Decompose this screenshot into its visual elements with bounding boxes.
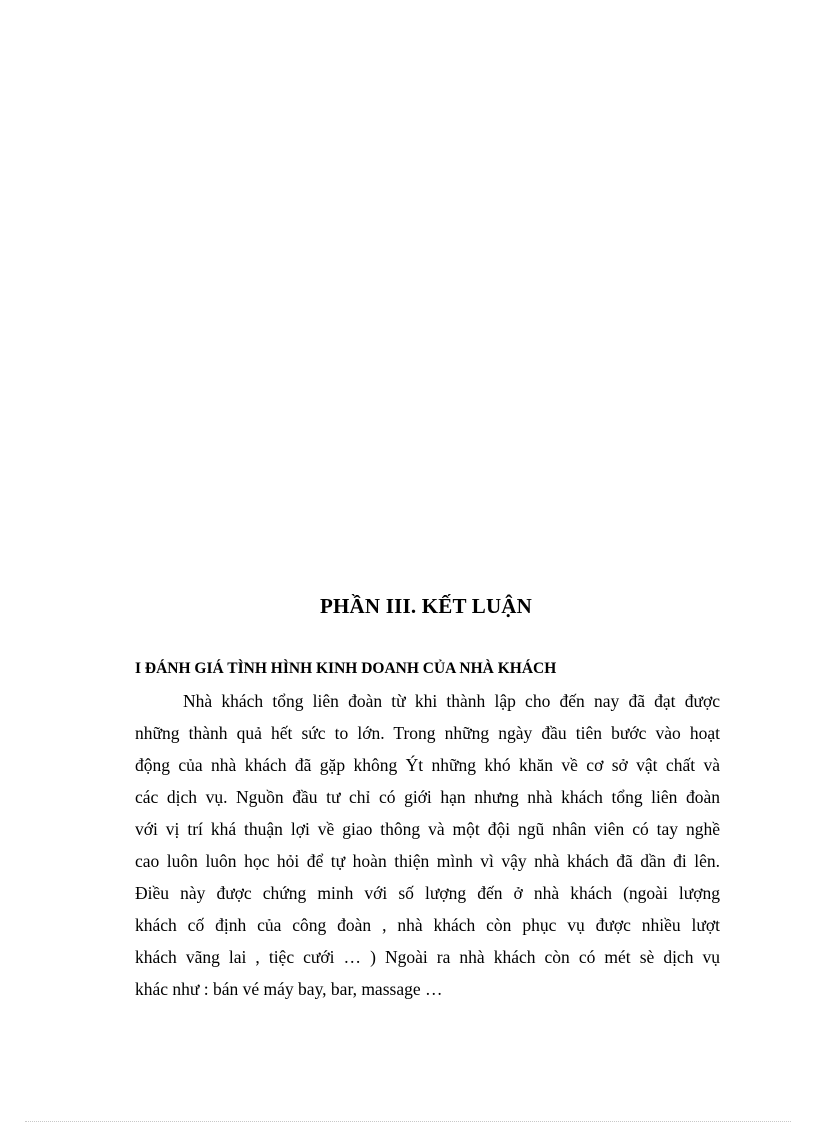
paragraph-line: khách cố định của công đoàn , nhà khách còn phục vụ được nhiều lượt — [135, 915, 720, 935]
footer-divider — [25, 1121, 791, 1122]
paragraph-line: khác như : bán vé máy bay, bar, massage … — [135, 979, 443, 999]
paragraph-line: với vị trí khá thuận lợi về giao thông và một đội ngũ nhân viên có tay nghề — [135, 819, 720, 839]
section-heading: I ĐÁNH GIÁ TÌNH HÌNH KINH DOANH CỦA NHÀ KHÁCH — [135, 660, 557, 677]
paragraph-line: Nhà khách tổng liên đoàn từ khi thành lập cho đến nay đã đạt được — [183, 691, 720, 711]
paragraph-line: động của nhà khách đã gặp không Ýt những khó khăn về cơ sở vật chất và — [135, 755, 720, 775]
paragraph-line: các dịch vụ. Nguồn đầu tư chỉ có giới hạn nhưng nhà khách tổng liên đoàn — [135, 787, 720, 807]
page-title: PHẦN III. KẾT LUẬN — [319, 594, 533, 618]
body-paragraph — [135, 685, 720, 1005]
paragraph-line: Điều này được chứng minh với số lượng đến ở nhà khách (ngoài lượng — [135, 883, 720, 903]
paragraph-line: khách vãng lai , tiệc cưới … ) Ngoài ra nhà khách còn có mét sè dịch vụ — [135, 947, 720, 967]
paragraph-line: những thành quả hết sức to lớn. Trong những ngày đầu tiên bước vào hoạt — [135, 723, 720, 743]
paragraph-line: cao luôn luôn học hỏi để tự hoàn thiện mình vì vậy nhà khách đã dần đi lên. — [135, 851, 720, 871]
